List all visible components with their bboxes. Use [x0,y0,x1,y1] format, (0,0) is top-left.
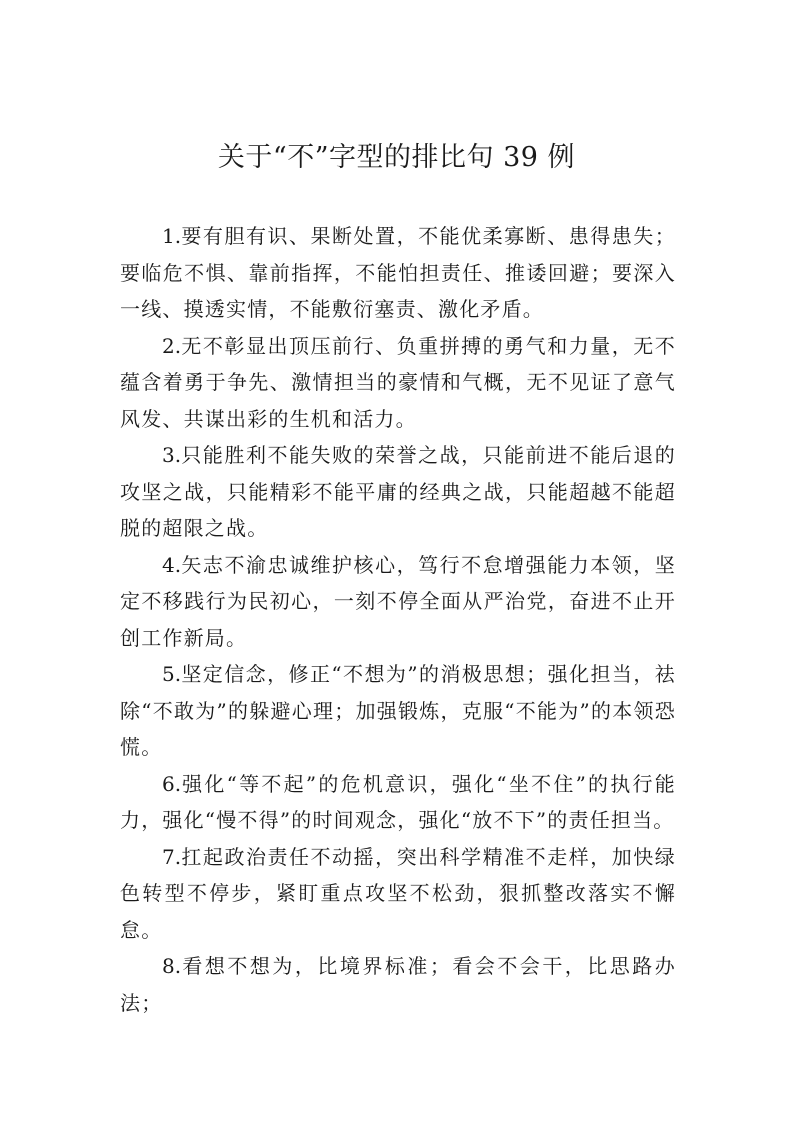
paragraph-text: 坚定信念，修正“不想为”的消极思想；强化担当，祛除“不敢为”的躲避心理；加强锻炼，克服“不能为”的本领恐慌。 [120,662,676,759]
paragraph-number: 1. [162,224,182,248]
document-body [120,218,676,1021]
paragraph-text: 无不彰显出顶压前行、负重拼搏的勇气和力量，无不蕴含着勇于争先、激情担当的豪情和气概，无不见证了意气风发、共谋出彩的生机和活力。 [120,333,676,431]
paragraph-text: 只能胜利不能失败的荣誉之战，只能前进不能后退的攻坚之战，只能精彩不能平庸的经典之战，只能超越不能超脱的超限之战。 [120,443,676,540]
paragraph-4 [120,547,676,657]
paragraph-3 [120,437,676,547]
page-title: 关于“不”字型的排比句 39 例 [217,142,576,173]
paragraph-number: 3. [162,443,182,467]
paragraph-number: 8. [162,954,182,978]
paragraph-number: 7. [162,844,182,869]
paragraph-number: 6. [162,771,182,796]
paragraph-text: 看想不想为，比境界标准；看会不会干，比思路办法； [120,954,676,1015]
paragraph-2 [120,328,676,438]
paragraph-6 [120,766,676,839]
paragraph-text: 强化“等不起”的危机意识，强化“坐不住”的执行能力，强化“慢不得”的时间观念，强化“放不下”的责任担当。 [120,771,676,832]
paragraph-8 [120,948,676,1021]
paragraph-number: 5. [162,662,182,686]
paragraph-7 [120,839,676,949]
paragraph-text: 矢志不渝忠诚维护核心，笃行不怠增强能力本领，坚定不移践行为民初心，一刻不停全面从严治党，奋进不止开创工作新局。 [120,552,676,650]
paragraph-5 [120,656,676,766]
paragraph-number: 4. [162,552,182,577]
paragraph-1 [120,218,676,328]
paragraph-text: 要有胆有识、果断处置，不能优柔寡断、患得患失；要临危不惧、靠前指挥，不能怕担责任、推诿回避；要深入一线、摸透实情，不能敷衍塞责、激化矛盾。 [120,224,676,321]
paragraph-number: 2. [162,333,182,358]
paragraph-text: 扛起政治责任不动摇，突出科学精准不走样，加快绿色转型不停步，紧盯重点攻坚不松劲，狠抓整改落实不懈怠。 [120,844,676,942]
